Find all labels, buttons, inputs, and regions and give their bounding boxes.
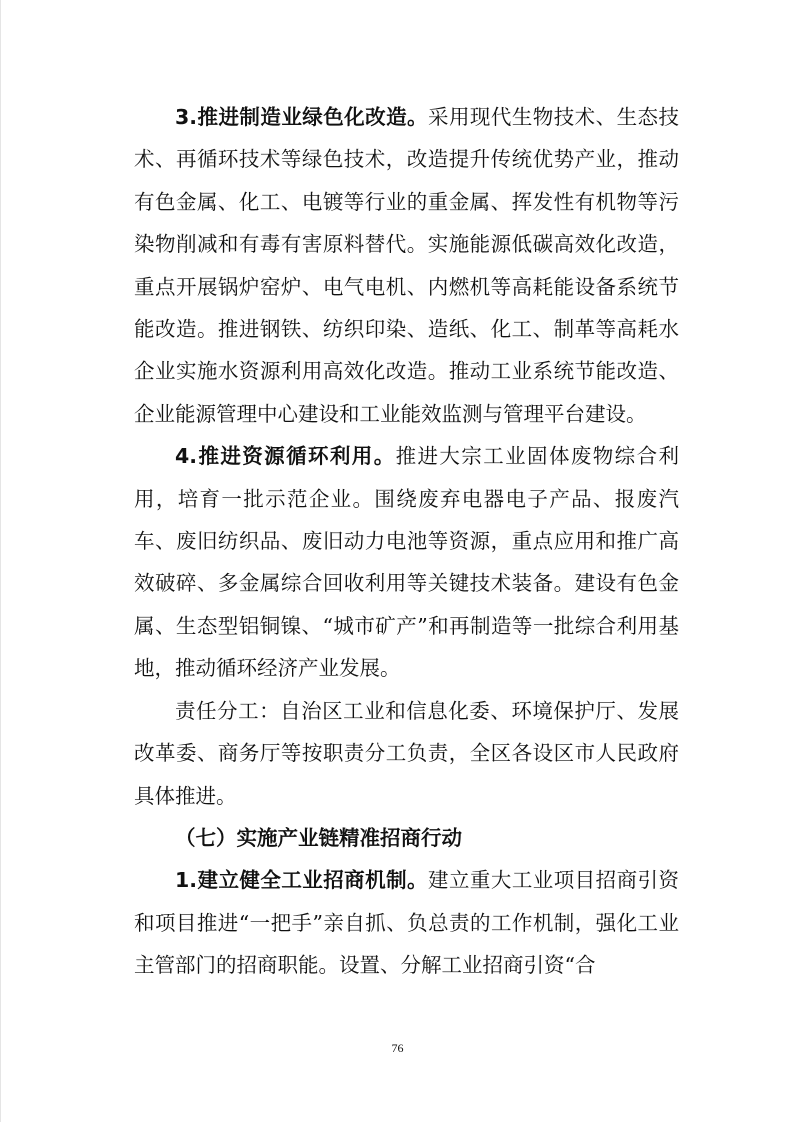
document-body <box>134 96 679 987</box>
section-heading: （七）实施产业链精准招商行动 <box>175 825 462 850</box>
paragraph-investment-mechanism <box>134 859 679 986</box>
page-number: 76 <box>391 1041 404 1055</box>
paragraph-lead: 3.推进制造业绿色化改造。 <box>175 105 428 129</box>
paragraph-text: 采用现代生物技术、生态技术、再循环技术等绿色技术，改造提升传统优势产业，推动有色金属、化工、电镀等行业的重金属、挥发性有机物等污染物削减和有毒有害原料替代。实施能源低碳高效化改造，重点开展锅炉窑炉、电气电机、内燃机等高耗能设备系统节能改造。推进钢铁、纺织印染、造纸、化工、制革等高耗水企业实施水资源利用高效化改造。推动工业系统节能改造、企业能源管理中心建设和工业能效监测与管理平台建设。 <box>134 105 679 426</box>
paragraph-text: 推进大宗工业固体废物综合利用，培育一批示范企业。围绕废弃电器电子产品、报废汽车、废旧纺织品、废旧动力电池等资源，重点应用和推广高效破碎、多金属综合回收利用等关键技术装备。建设有色金属、生态型铝铜镍、“城市矿产”和再制造等一批综合利用基地，推动循环经济产业发展。 <box>134 444 679 681</box>
paragraph-responsibility <box>134 690 679 817</box>
paragraph-lead: 4.推进资源循环利用。 <box>175 444 396 469</box>
paragraph-resource-recycling <box>134 435 679 689</box>
paragraph-text: 责任分工：自治区工业和信息化委、环境保护厅、发展改革委、商务厅等按职责分工负责，全区各设区市人民政府具体推进。 <box>134 698 679 808</box>
paragraph-text: 建立重大工业项目招商引资和项目推进“一把手”亲自抓、负总责的工作机制，强化工业主管部门的招商职能。设置、分解工业招商引资“合 <box>134 868 679 978</box>
paragraph-lead: 1.建立健全工业招商机制。 <box>175 868 428 893</box>
paragraph-green-manufacturing <box>134 96 679 435</box>
